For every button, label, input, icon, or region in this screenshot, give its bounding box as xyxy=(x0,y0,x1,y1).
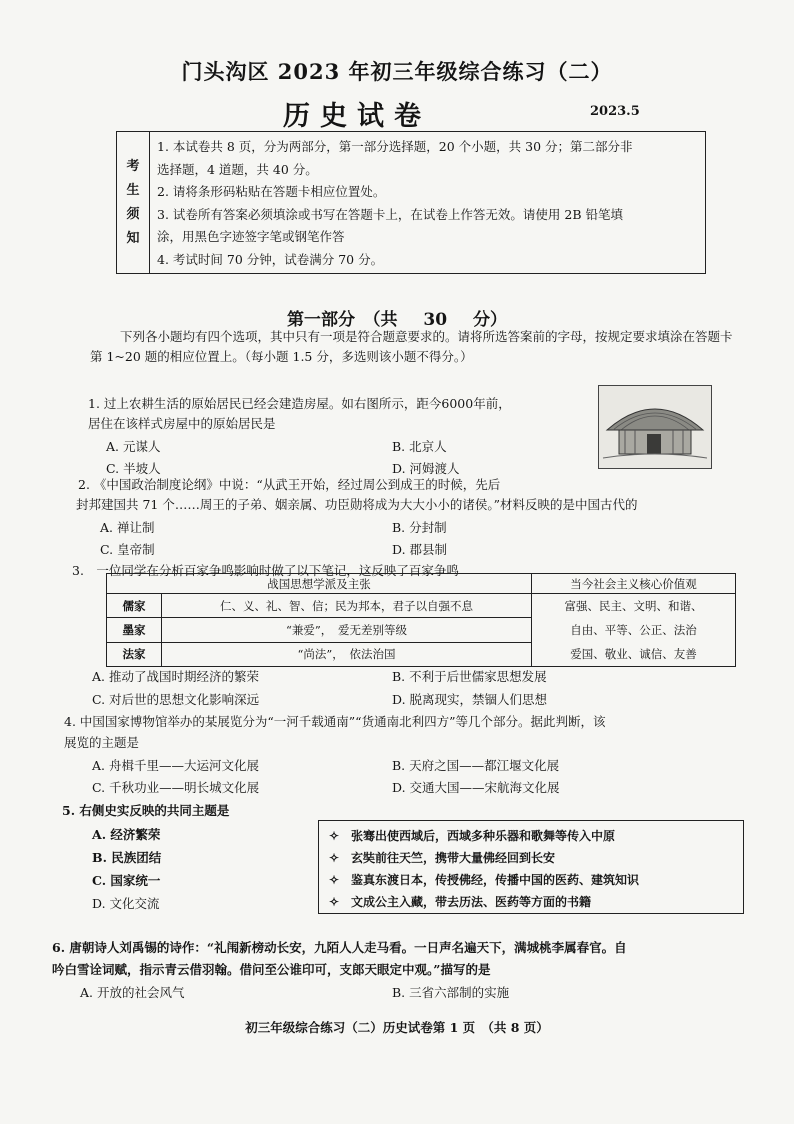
question-3-option-b: B. 不利于后世儒家思想发展 xyxy=(392,669,547,684)
question-1-option-c: C. 半坡人 xyxy=(106,461,161,476)
question-2-option-a: A. 禅让制 xyxy=(100,520,155,535)
question-3-option-c: C. 对后世的思想文化影响深远 xyxy=(92,692,260,707)
question-3-option-a: A. 推动了战国时期经济的繁荣 xyxy=(92,669,259,684)
notice-item: 3. 试卷所有答案必须填涂或书写在答题卡上，在试卷上作答无效。请使用 2B 铅笔填 xyxy=(157,206,623,222)
question-1-line-2: 居住在该样式房屋中的原始居民是 xyxy=(88,416,276,431)
notice-item: 选择题，4 道题，共 40 分。 xyxy=(157,161,318,177)
question-4-option-d: D. 交通大国——宋航海文化展 xyxy=(392,780,560,795)
question-3-table xyxy=(106,573,736,667)
notice-label-char: 知 xyxy=(126,230,140,246)
fact-item: ✧ 文成公主入藏，带去历法、医药等方面的书籍 xyxy=(329,895,592,909)
table-header-values: 当今社会主义核心价值观 xyxy=(532,574,736,594)
question-1-option-a: A. 元谋人 xyxy=(106,439,161,454)
question-5-facts-box xyxy=(318,820,744,914)
section-instructions: 下列各小题均有四个选项，其中只有一项是符合题意要求的。请将所选答案前的字母，按规定要求填涂在答题卡第 1~20 题的相应位置上。（每小题 1.5 分，多选则该小题不得分。） xyxy=(90,329,733,364)
question-4-option-a: A. 舟楫千里——大运河文化展 xyxy=(92,758,259,773)
question-1-option-d: D. 河姆渡人 xyxy=(392,461,460,476)
section-title: 第一部分 （共 30 分） xyxy=(287,310,507,330)
question-6-option-b: B. 三省六部制的实施 xyxy=(392,985,510,1000)
question-4-line-2: 展览的主题是 xyxy=(64,735,140,750)
core-values-cell xyxy=(532,594,736,667)
fact-item: ✧ 张骞出使西域后，西域多种乐器和歌舞等传入中原 xyxy=(329,829,616,843)
round-hut-image xyxy=(598,385,712,469)
question-4-line-1: 4. 中国国家博物馆举办的某展览分为“一河千载通南”“货通南北利四方”等几个部分。据此判断，该 xyxy=(64,714,606,729)
table-school: 墨家 xyxy=(107,618,162,642)
question-6-option-a: A. 开放的社会风气 xyxy=(80,985,185,1000)
exam-date: 2023.5 xyxy=(590,104,640,119)
notice-label xyxy=(117,132,150,273)
notice-item: 2. 请将条形码粘贴在答题卡相应位置处。 xyxy=(157,184,386,199)
notice-item: 1. 本试卷共 8 页，分为两部分，第一部分选择题，20 个小题，共 30 分；第二部分非 xyxy=(157,139,633,154)
question-5-option-a: A. 经济繁荣 xyxy=(92,827,161,842)
question-4-option-c: C. 千秋功业——明长城文化展 xyxy=(92,780,260,795)
notice-box xyxy=(116,131,706,274)
table-school: 儒家 xyxy=(107,594,162,618)
notice-label-char: 须 xyxy=(126,206,140,222)
notice-label-char: 考 xyxy=(126,158,140,174)
question-2-option-c: C. 皇帝制 xyxy=(100,542,155,557)
question-2-line-2: 封邦建国共 71 个……周王的子弟、姻亲属、功臣勋将成为大大小小的诸侯。”材料反映的是中国古代的 xyxy=(76,497,638,512)
question-2-line-1: 2. 《中国政治制度论纲》中说：“从武王开始，经过周公到成王的时候，先后 xyxy=(78,477,501,492)
question-2-option-d: D. 郡县制 xyxy=(392,542,448,557)
question-3-line-1: 3. 一位同学在分析百家争鸣影响时做了以下笔记，这反映了百家争鸣 xyxy=(72,563,459,578)
notice-item: 4. 考试时间 70 分钟，试卷满分 70 分。 xyxy=(157,251,384,267)
question-1-line-1: 1. 过上农耕生活的原始居民已经会建造房屋。如右图所示，距今6000年前， xyxy=(88,396,511,411)
fact-item: ✧ 玄奘前往天竺，携带大量佛经回到长安 xyxy=(329,851,556,865)
question-6-line-1: 6. 唐朝诗人刘禹锡的诗作：“礼闱新榜动长安，九陌人人走马看。一日声名遍天下，满城桃李属春官。自 xyxy=(52,940,627,955)
table-header-schools: 战国思想学派及主张 xyxy=(107,574,532,594)
table-idea: “尚法”， 依法治国 xyxy=(162,642,532,666)
exam-subtitle: 历史试卷 xyxy=(283,101,431,132)
core-values-line: 自由、平等、公正、法治 xyxy=(570,623,697,637)
core-values-line: 富强、民主、文明、和谐、 xyxy=(564,599,703,613)
exam-title: 门头沟区 2023 年初三年级综合练习（二） xyxy=(181,59,613,84)
question-4-option-b: B. 天府之国——都江堰文化展 xyxy=(392,758,560,773)
notice-items xyxy=(157,136,702,271)
table-idea: “兼爱”， 爱无差别等级 xyxy=(162,618,532,642)
notice-item: 涂，用黑色字迹签字笔或钢笔作答 xyxy=(157,229,345,244)
fact-item: ✧ 鉴真东渡日本，传授佛经，传播中国的医药、建筑知识 xyxy=(329,873,640,887)
question-2-option-b: B. 分封制 xyxy=(392,520,447,535)
core-values-line: 爱国、敬业、诚信、友善 xyxy=(570,647,697,661)
question-5-option-b: B. 民族团结 xyxy=(92,850,162,865)
table-idea: 仁、义、礼、智、信；民为邦本，君子以自强不息 xyxy=(162,594,532,618)
question-3-option-d: D. 脱离现实，禁锢人们思想 xyxy=(392,692,548,707)
question-5-line-1: 5. 右侧史实反映的共同主题是 xyxy=(62,803,230,818)
page-footer: 初三年级综合练习（二）历史试卷第 1 页 （共 8 页） xyxy=(245,1020,549,1035)
table-school: 法家 xyxy=(107,642,162,666)
notice-label-char: 生 xyxy=(126,182,140,198)
question-6-line-2: 吟白雪诠词赋，指示青云借羽翰。借问至公谁印可，支郎天眼定中观。”描写的是 xyxy=(52,962,491,977)
question-1-option-b: B. 北京人 xyxy=(392,439,447,454)
question-5-option-c: C. 国家统一 xyxy=(92,873,161,888)
question-5-option-d: D. 文化交流 xyxy=(92,896,160,911)
